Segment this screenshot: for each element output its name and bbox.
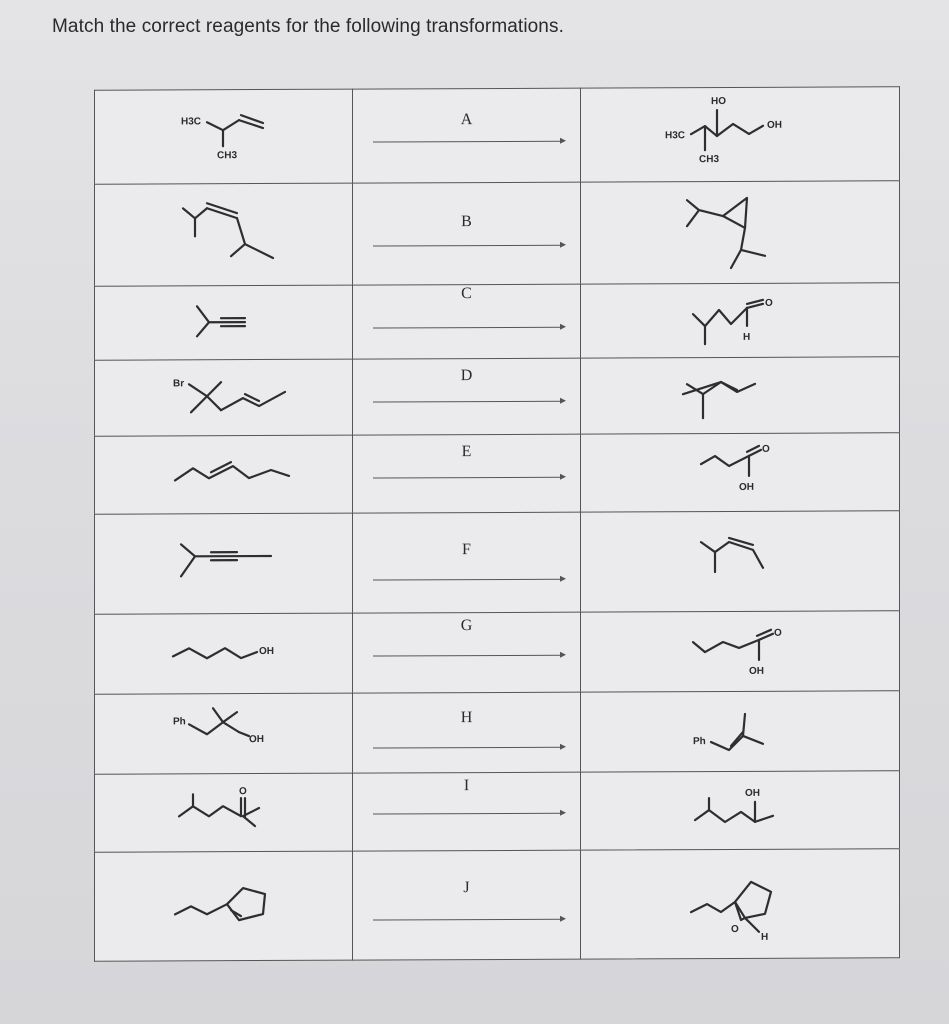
- product-structure: [581, 357, 899, 433]
- starting-material-cell: [94, 359, 352, 436]
- product-cell: [580, 86, 900, 181]
- starting-material-structure: [95, 360, 352, 436]
- svg-text:OH: OH: [745, 787, 760, 799]
- svg-text:O: O: [762, 443, 770, 455]
- starting-material-structure: [95, 694, 352, 774]
- svg-text:OH: OH: [249, 734, 264, 746]
- product-cell: [580, 180, 900, 283]
- svg-text:O: O: [731, 923, 739, 935]
- reagent-arrow-cell: [352, 772, 580, 851]
- svg-text:O: O: [239, 786, 247, 798]
- starting-material-cell: [94, 89, 352, 184]
- table-row: [94, 86, 900, 184]
- product-structure: [581, 87, 899, 181]
- table-row: [94, 510, 900, 614]
- page-title: Match the correct reagents for the following transformations.: [52, 16, 564, 37]
- starting-material-cell: [94, 435, 352, 514]
- starting-material-cell: [94, 285, 352, 360]
- product-cell: [580, 432, 900, 511]
- starting-material-cell: [94, 613, 352, 694]
- product-structure: [581, 181, 899, 283]
- starting-material-cell: [94, 693, 352, 774]
- reagent-letter[interactable]: C: [461, 285, 472, 303]
- reagent-letter[interactable]: A: [460, 111, 473, 129]
- product-cell: [580, 770, 900, 849]
- reaction-arrow: [373, 245, 562, 247]
- svg-text:O: O: [774, 627, 782, 639]
- reagent-letter[interactable]: D: [460, 367, 473, 385]
- svg-text:OH: OH: [259, 645, 274, 658]
- starting-material-structure: [95, 90, 352, 184]
- reagent-arrow-cell: [352, 182, 580, 285]
- starting-material-structure: [95, 286, 352, 360]
- svg-text:H: H: [761, 931, 769, 943]
- product-cell: [580, 848, 900, 959]
- product-structure: [581, 691, 899, 771]
- reagent-letter[interactable]: H: [460, 709, 473, 727]
- product-structure: [581, 849, 899, 958]
- reaction-arrow: [373, 327, 562, 329]
- table-row: [94, 356, 900, 436]
- svg-text:H3C: H3C: [665, 130, 686, 142]
- starting-material-cell: [94, 513, 352, 614]
- reagent-arrow-cell: [352, 612, 580, 693]
- svg-text:CH3: CH3: [699, 154, 720, 166]
- table-row: [94, 282, 900, 360]
- product-cell: [580, 510, 900, 611]
- starting-material-cell: [94, 183, 352, 286]
- product-cell: [580, 356, 900, 433]
- reagent-letter[interactable]: J: [463, 879, 470, 897]
- table-row: [94, 610, 900, 694]
- product-cell: [580, 282, 900, 357]
- svg-text:OH: OH: [767, 119, 782, 131]
- reaction-arrow: [373, 579, 562, 581]
- product-structure: [581, 611, 899, 691]
- reagent-letter[interactable]: F: [462, 541, 471, 559]
- svg-text:Ph: Ph: [693, 736, 706, 748]
- reaction-arrow: [373, 141, 562, 143]
- reagent-arrow-cell: [352, 358, 580, 435]
- reaction-arrow: [373, 477, 562, 479]
- reagent-arrow-cell: [352, 284, 580, 359]
- worksheet-table: [94, 88, 900, 960]
- table-row: [94, 848, 900, 962]
- table-row: [94, 770, 900, 852]
- reagent-letter[interactable]: E: [461, 443, 472, 461]
- svg-text:H3C: H3C: [181, 116, 202, 128]
- starting-material-structure: [95, 852, 352, 961]
- reaction-arrow: [373, 655, 562, 657]
- reaction-arrow: [373, 401, 562, 403]
- svg-text:OH: OH: [749, 665, 764, 677]
- starting-material-structure: [95, 614, 352, 694]
- svg-text:CH3: CH3: [217, 150, 238, 162]
- starting-material-structure: [95, 514, 352, 614]
- starting-material-cell: [94, 851, 352, 962]
- svg-text:HO: HO: [711, 96, 726, 108]
- reagent-arrow-cell: [352, 692, 580, 773]
- svg-text:O: O: [765, 297, 773, 309]
- product-structure: [581, 433, 899, 511]
- svg-text:H: H: [743, 331, 751, 343]
- reagent-letter[interactable]: G: [460, 617, 473, 635]
- starting-material-structure: [95, 774, 352, 852]
- reagent-arrow-cell: [352, 88, 580, 183]
- svg-text:OH: OH: [739, 481, 754, 493]
- svg-text:Br: Br: [173, 378, 185, 390]
- reagent-letter[interactable]: B: [461, 213, 472, 231]
- reaction-arrow: [373, 747, 562, 749]
- product-structure: [581, 771, 899, 849]
- svg-text:Ph: Ph: [173, 716, 186, 728]
- reaction-arrow: [373, 919, 562, 921]
- table-row: [94, 690, 900, 774]
- starting-material-structure: [95, 436, 352, 514]
- starting-material-structure: [95, 184, 352, 286]
- reagent-arrow-cell: [352, 434, 580, 513]
- product-cell: [580, 690, 900, 771]
- table-row: [94, 180, 900, 286]
- reagent-letter[interactable]: I: [463, 777, 470, 795]
- reaction-arrow: [373, 813, 562, 815]
- reagent-arrow-cell: [352, 850, 580, 961]
- product-structure: [581, 283, 899, 357]
- product-structure: [581, 511, 899, 611]
- product-cell: [580, 610, 900, 691]
- starting-material-cell: [94, 773, 352, 852]
- table-row: [94, 432, 900, 514]
- reagent-arrow-cell: [352, 512, 580, 613]
